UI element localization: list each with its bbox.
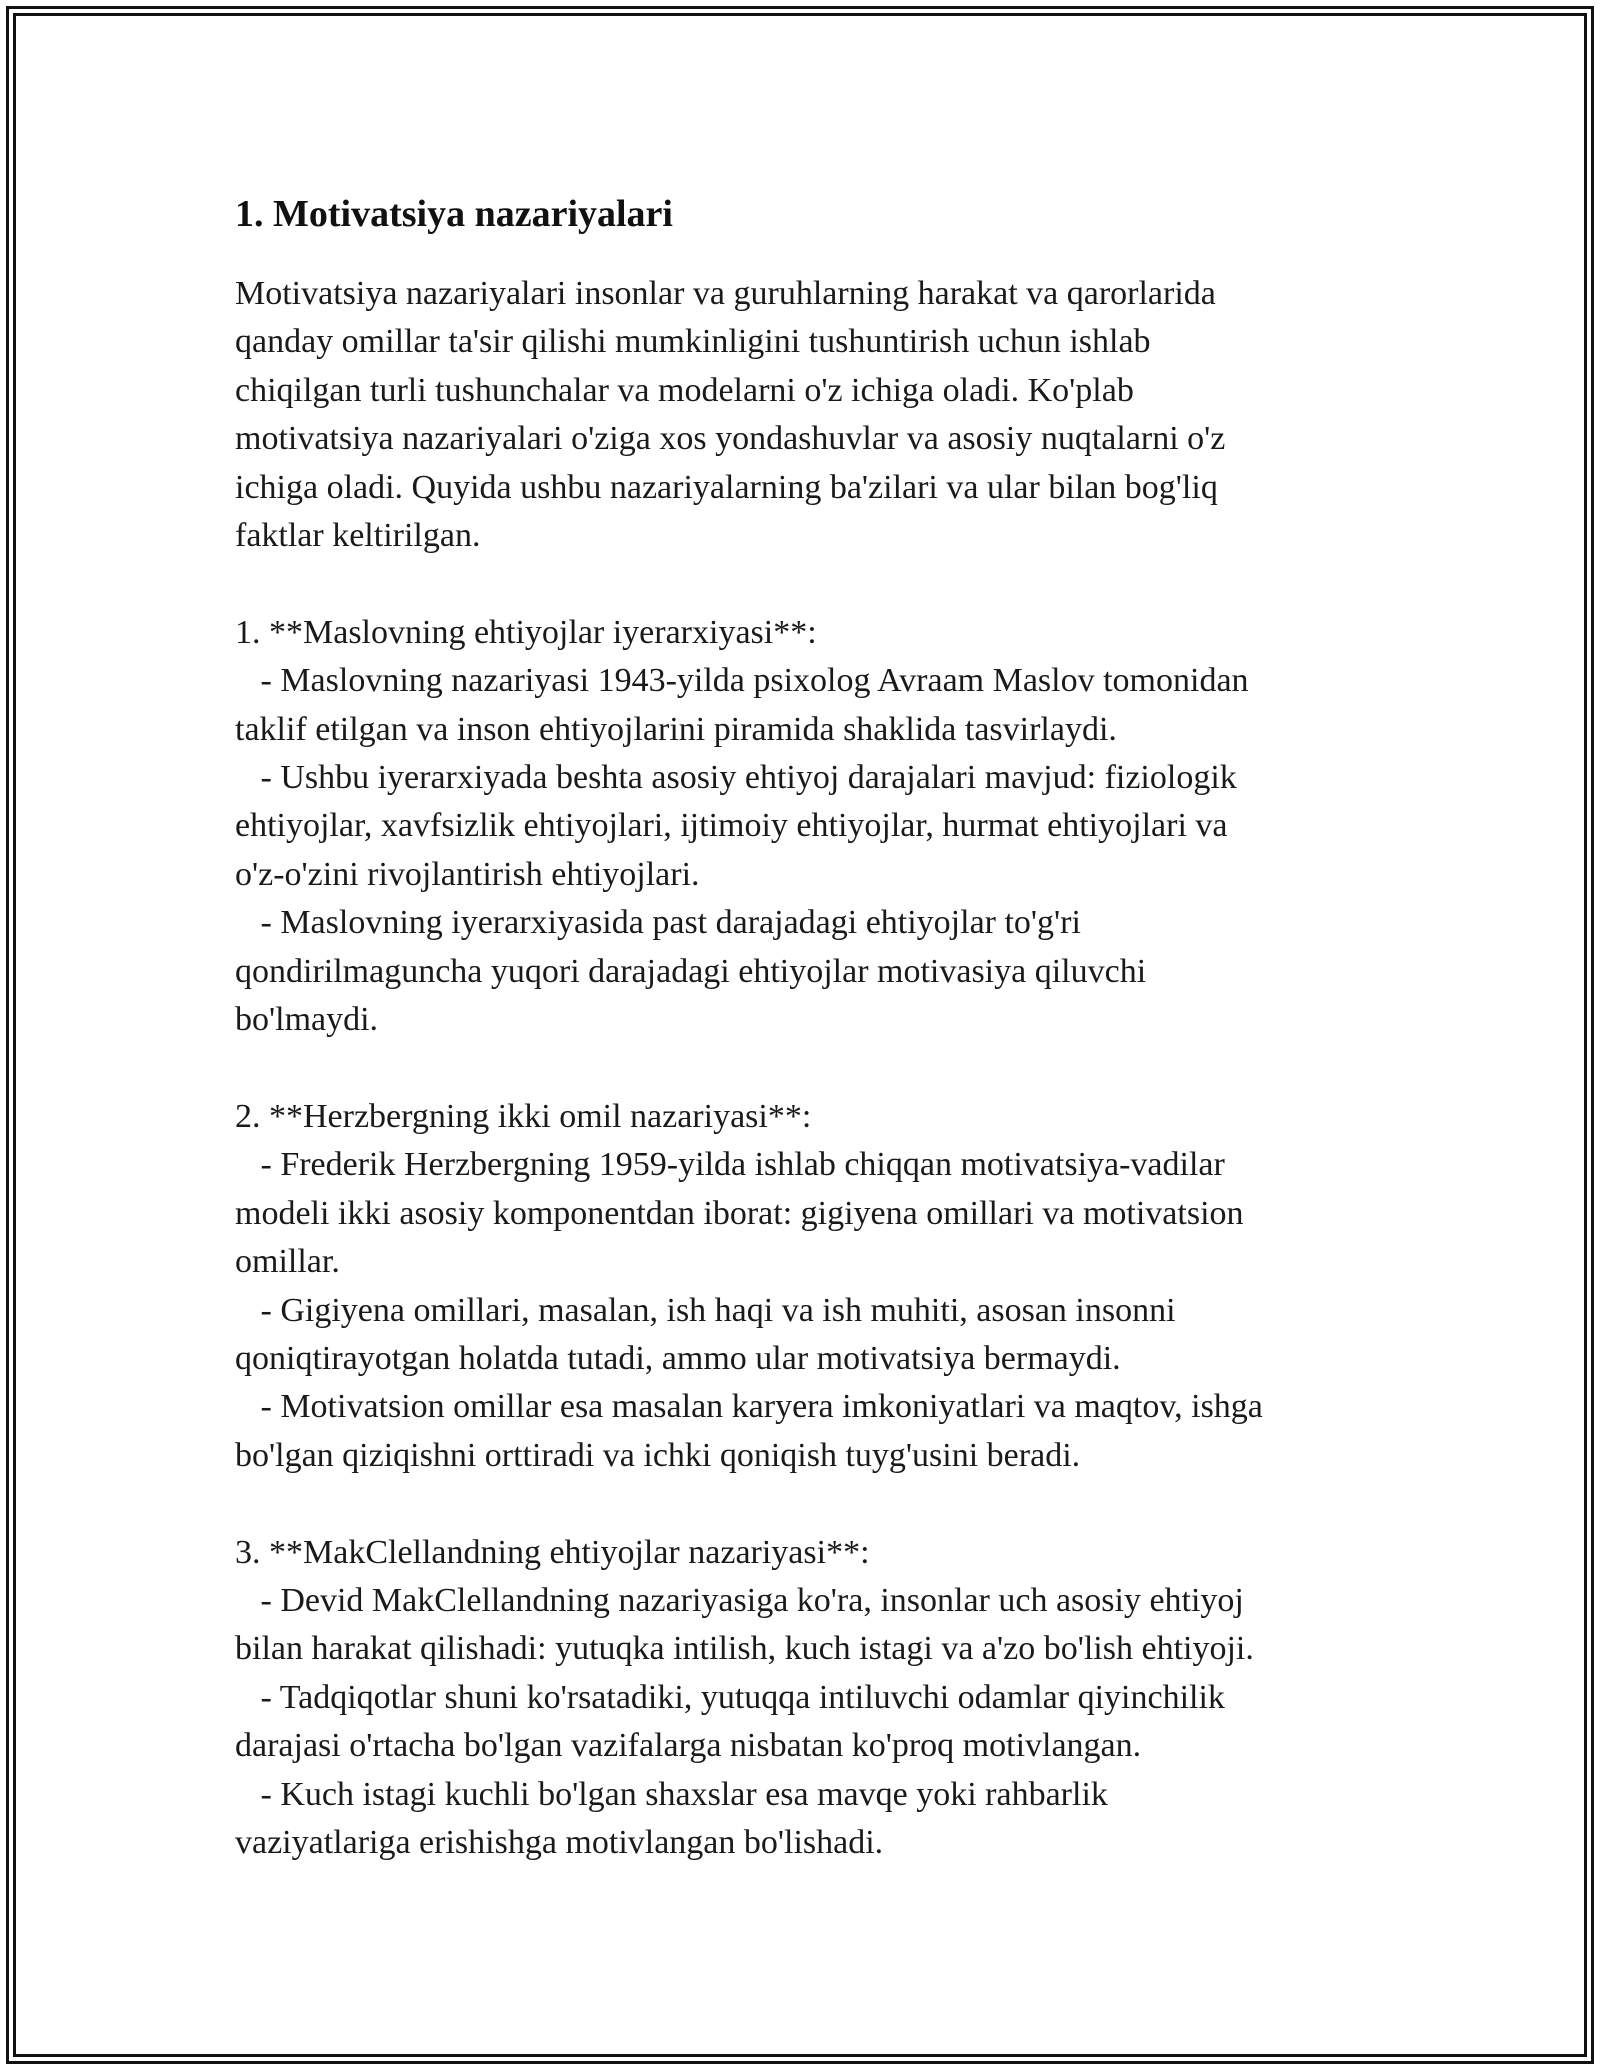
- text-line: qondirilmaguncha yuqori darajadagi ehtiyojlar motivasiya qiluvchi: [235, 952, 1147, 990]
- text-line: vaziyatlariga erishishga motivlangan bo'lishadi.: [235, 1823, 884, 1861]
- paragraph-gap: [235, 1480, 1375, 1528]
- text-line: - Ushbu iyerarxiyada beshta asosiy ehtiyoj darajalari mavjud: fiziologik: [235, 759, 1237, 797]
- text-line: - Devid MakClellandning nazariyasiga ko'ra, insonlar uch asosiy ehtiyoj: [235, 1581, 1244, 1619]
- paragraph-gap: [235, 560, 1375, 608]
- section-maslow: [235, 609, 1375, 1045]
- text-line: chiqilgan turli tushunchalar va modelarni o'z ichiga oladi. Ko'plab: [235, 371, 1134, 409]
- text-line: o'z-o'zini rivojlantirish ehtiyojlari.: [235, 855, 700, 893]
- text-line: - Maslovning iyerarxiyasida past darajadagi ehtiyojlar to'g'ri: [235, 904, 1081, 942]
- text-line: - Tadqiqotlar shuni ko'rsatadiki, yutuqqa intiluvchi odamlar qiyinchilik: [235, 1678, 1225, 1716]
- text-line: faktlar keltirilgan.: [235, 517, 481, 555]
- paragraph-gap: [235, 1044, 1375, 1092]
- section-mcclelland: [235, 1529, 1375, 1868]
- text-line: bilan harakat qilishadi: yutuqka intilish, kuch istagi va a'zo bo'lish ehtiyoji.: [235, 1630, 1254, 1668]
- section-heading: 3. **MakClellandning ehtiyojlar nazariyasi**:: [235, 1533, 870, 1571]
- text-line: taklif etilgan va inson ehtiyojlarini piramida shaklida tasvirlaydi.: [235, 710, 1117, 748]
- text-line: ichiga oladi. Quyida ushbu nazariyalarning ba'zilari va ular bilan bog'liq: [235, 468, 1218, 506]
- text-line: - Kuch istagi kuchli bo'lgan shaxslar esa mavqe yoki rahbarlik: [235, 1775, 1108, 1813]
- text-line: Motivatsiya nazariyalari insonlar va guruhlarning harakat va qarorlarida: [235, 275, 1216, 312]
- section-heading: 2. **Herzbergning ikki omil nazariyasi**:: [235, 1097, 812, 1135]
- text-line: omillar.: [235, 1243, 340, 1281]
- document-body: [235, 180, 1375, 1867]
- text-line: - Maslovning nazariyasi 1943-yilda psixolog Avraam Maslov tomonidan: [235, 662, 1249, 700]
- text-line: - Gigiyena omillari, masalan, ish haqi va ish muhiti, asosan insonni: [235, 1291, 1176, 1329]
- intro-paragraph: [235, 270, 1375, 560]
- text-line: motivatsiya nazariyalari o'ziga xos yondashuvlar va asosiy nuqtalarni o'z: [235, 420, 1226, 458]
- text-line: - Motivatsion omillar esa masalan karyera imkoniyatlari va maqtov, ishga: [235, 1388, 1263, 1426]
- text-line: - Frederik Herzbergning 1959-yilda ishlab chiqqan motivatsiya-vadilar: [235, 1146, 1225, 1184]
- document-title: 1. Motivatsiya nazariyalari: [235, 193, 673, 235]
- text-line: ehtiyojlar, xavfsizlik ehtiyojlari, ijtimoiy ehtiyojlar, hurmat ehtiyojlari va: [235, 807, 1228, 845]
- text-line: bo'lgan qiziqishni orttiradi va ichki qoniqish tuyg'usini beradi.: [235, 1436, 1081, 1474]
- text-line: qanday omillar ta'sir qilishi mumkinligini tushuntirish uchun ishlab: [235, 323, 1151, 361]
- text-line: bo'lmaydi.: [235, 1001, 379, 1039]
- section-herzberg: [235, 1093, 1375, 1480]
- text-line: qoniqtirayotgan holatda tutadi, ammo ular motivatsiya bermaydi.: [235, 1339, 1121, 1377]
- text-line: darajasi o'rtacha bo'lgan vazifalarga nisbatan ko'proq motivlangan.: [235, 1727, 1142, 1765]
- text-line: modeli ikki asosiy komponentdan iborat: gigiyena omillari va motivatsion: [235, 1194, 1244, 1232]
- section-heading: 1. **Maslovning ehtiyojlar iyerarxiyasi**:: [235, 613, 817, 651]
